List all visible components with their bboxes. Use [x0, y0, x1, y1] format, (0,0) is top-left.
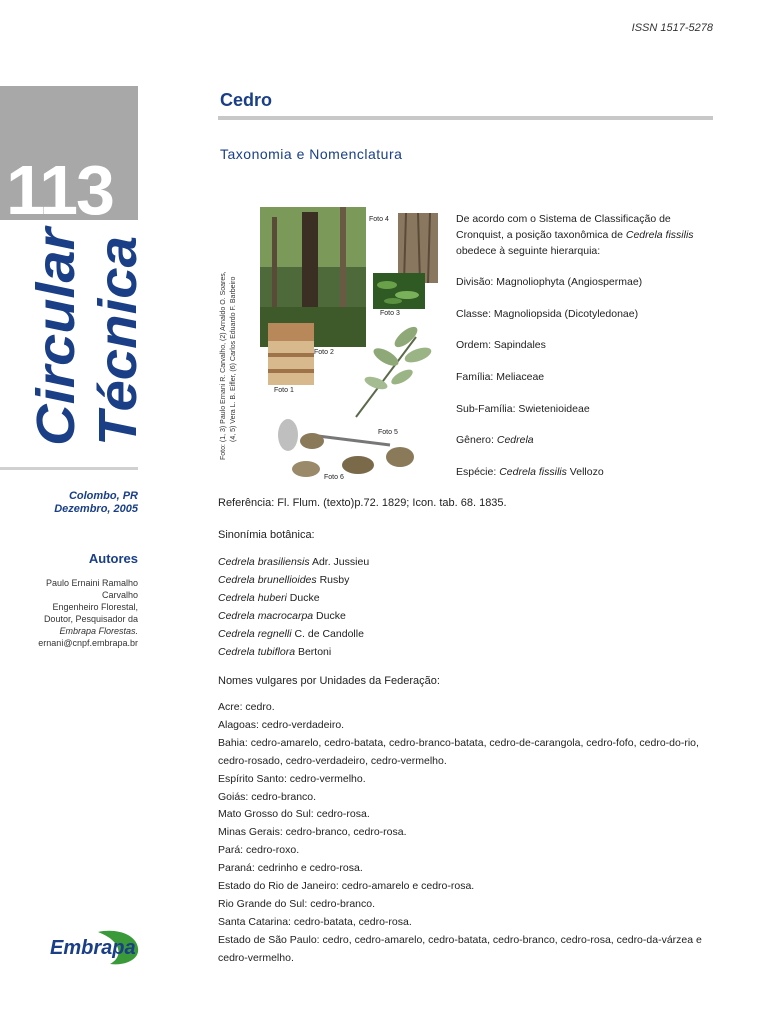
common-name-item: Alagoas: cedro-verdadeiro. [218, 718, 345, 731]
synonym-name: Cedrela brasiliensis [218, 556, 310, 568]
synonym-item [218, 571, 369, 589]
synonym-name: Cedrela brunellioides [218, 574, 317, 586]
photo-label-3: Foto 3 [380, 310, 400, 317]
publication-city: Colombo, PR [68, 490, 138, 502]
author-line: Embrapa Florestas. [59, 626, 138, 636]
fruits-illustration [270, 395, 420, 487]
synonym-author: Adr. Jussieu [309, 556, 370, 568]
common-name-item: Pará: cedro-roxo. [218, 844, 300, 857]
common-name-item: Bahia: cedro-amarelo, cedro-batata, cedro-branco-batata, cedro-de-carangola, cedro-fofo, cedro-do-rio, cedro-rosado, cedro-verdadeiro, cedro-vermelho. [218, 736, 699, 767]
taxonomy-divisao: Divisão: Magnoliophyta (Angiospermae) [456, 276, 643, 288]
wood-photo [268, 323, 314, 385]
synonym-author: Ducke [286, 592, 320, 604]
intro-text-end: obedece à seguinte hierarquia: [456, 245, 601, 257]
author-line: Carvalho [101, 590, 138, 600]
intro-species: Cedrela fissilis [625, 229, 694, 241]
author-line: Paulo Ernaini Ramalho [45, 578, 138, 588]
photo-label-4: Foto 4 [369, 216, 389, 223]
issn-number: ISSN 1517-5278 [631, 22, 713, 34]
especie-author: Vellozo [566, 466, 604, 478]
series-title-line2: Técnica [88, 244, 148, 446]
taxonomy-subfamilia: Sub-Família: Swietenioideae [456, 403, 590, 415]
common-name-item: Estado de São Paulo: cedro, cedro-amarelo, cedro-batata, cedro-branco, cedro-rosa, cedro-da-várzea e cedro-vermelho. [218, 933, 702, 964]
synonym-item [218, 553, 369, 571]
synonym-author: Bertoni [295, 646, 332, 658]
photo-credit-line: Foto: (1, 3) Paulo Ernani R. Carvalho, (2) Arnaldo O. Soares, [220, 271, 227, 460]
synonym-author: Rusby [316, 574, 350, 586]
synonym-item [218, 643, 369, 661]
left-divider [0, 467, 138, 470]
common-name-item: Santa Catarina: cedro-batata, cedro-rosa. [218, 915, 412, 928]
series-title [22, 228, 148, 446]
taxonomy-ordem: Ordem: Sapindales [456, 339, 546, 351]
synonym-name: Cedrela tubiflora [218, 646, 296, 658]
common-names-list [218, 699, 710, 968]
authors-heading: Autores [88, 551, 138, 566]
photo-label-6: Foto 6 [324, 474, 344, 481]
photo-label-2: Foto 2 [314, 349, 334, 356]
taxonomy-especie [456, 466, 604, 478]
common-name-item: Espírito Santo: cedro-vermelho. [218, 772, 366, 785]
photo-credit-line: (4, 5) Vera L. B. Eifler, (6) Carlos Eduardo F. Barbeiro [230, 276, 237, 442]
taxonomy-intro [456, 211, 716, 259]
synonymy-list [218, 553, 369, 661]
common-name-item: Acre: cedro. [218, 701, 275, 713]
taxonomy-classe: Classe: Magnoliopsida (Dicotyledonae) [456, 308, 639, 320]
title-divider [218, 116, 713, 120]
series-number: 113 [6, 151, 113, 229]
photo-label-1: Foto 1 [274, 387, 294, 394]
synonym-item [218, 625, 369, 643]
synonym-author: Ducke [313, 610, 346, 622]
photo-label-5: Foto 5 [378, 429, 398, 436]
genero-label: Gênero: [456, 434, 497, 446]
section-title: Taxonomia e Nomenclatura [220, 146, 403, 162]
taxonomy-familia: Família: Meliaceae [456, 371, 545, 383]
publication-date: Dezembro, 2005 [54, 503, 138, 515]
especie-value: Cedrela fissilis [499, 466, 567, 478]
common-name-item: Estado do Rio de Janeiro: cedro-amarelo e cedro-rosa. [218, 880, 475, 893]
author-line: Engenheiro Florestal, [52, 602, 138, 612]
reference: Referência: Fl. Flum. (texto)p.72. 1829; Icon. tab. 68. 1835. [218, 497, 507, 509]
embrapa-logo [48, 928, 140, 966]
photo-collage [258, 205, 448, 490]
author-line: Doutor, Pesquisador da [43, 614, 138, 624]
synonym-name: Cedrela regnelli [218, 628, 292, 640]
common-name-item: Minas Gerais: cedro-branco, cedro-rosa. [218, 826, 407, 839]
common-name-item: Rio Grande do Sul: cedro-branco. [218, 897, 376, 910]
synonym-item [218, 607, 369, 625]
author-info [10, 577, 138, 649]
synonym-item [218, 589, 369, 607]
author-email: ernani@cnpf.embrapa.br [38, 638, 138, 648]
taxonomy-genero [456, 434, 534, 446]
publication-place-date [10, 490, 138, 516]
intro-text: De acordo com o Sistema de Classificação de Cronquist, a posição taxonômica de [456, 213, 671, 241]
series-title-line1: Circular [26, 241, 86, 446]
page-title: Cedro [220, 90, 273, 110]
leaves-photo [373, 273, 425, 309]
common-names-heading: Nomes vulgares por Unidades da Federação: [218, 675, 440, 687]
genero-value: Cedrela [496, 434, 534, 446]
embrapa-logo-text: Embrapa [50, 937, 136, 959]
common-name-item: Mato Grosso do Sul: cedro-rosa. [218, 808, 370, 821]
common-name-item: Paraná: cedrinho e cedro-rosa. [218, 862, 363, 875]
synonym-author: C. de Candolle [291, 628, 364, 640]
synonym-name: Cedrela huberi [218, 592, 287, 604]
especie-label: Espécie: [456, 466, 500, 478]
synonym-name: Cedrela macrocarpa [218, 610, 314, 622]
synonymy-heading: Sinonímia botânica: [218, 529, 315, 541]
photo-credit [219, 220, 239, 460]
common-name-item: Goiás: cedro-branco. [218, 790, 317, 803]
